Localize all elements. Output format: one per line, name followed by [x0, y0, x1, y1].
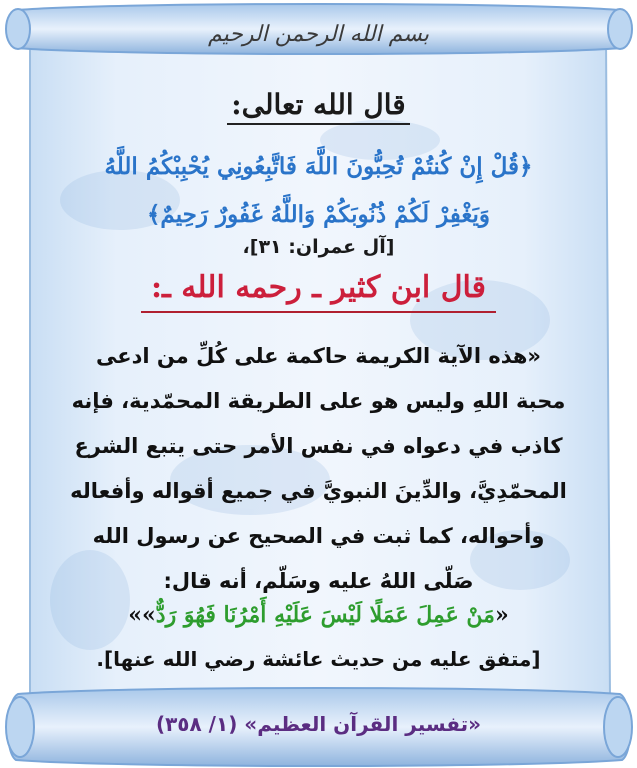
ibn-kathir-quote	[58, 334, 579, 604]
hadith-text	[40, 602, 597, 628]
hadith-body: مَنْ عَمِلَ عَمَلًا لَيْسَ عَلَيْهِ أَمْرُنَا فَهُوَ رَدٌّ	[155, 602, 495, 628]
allah-says-heading	[40, 88, 597, 121]
book-source: «تفسير القرآن العظيم» (١/ ٣٥٨)	[155, 712, 482, 736]
allah-says-text: قال الله تعالى:	[227, 88, 409, 125]
verse-reference: [آل عمران: ٣١]،	[242, 236, 395, 258]
hadith-reference: [متفق عليه من حديث عائشة رضي الله عنها].	[96, 647, 541, 671]
ibn-kathir-heading-text: قال ابن كثير ـ رحمه الله ـ:	[141, 270, 496, 313]
quote-line: كاذب في دعواه في نفس الأمر حتى يتبع الشرع	[74, 434, 563, 458]
scroll-content	[40, 0, 597, 768]
hadith-open-quote: «	[494, 602, 509, 628]
quote-line: المحمّدِيَّ، والدِّينَ النبويَّ في جميع أقواله وأفعاله	[70, 479, 567, 503]
bismillah-calligraphy: بسم الله الرحمن الرحيم	[207, 22, 430, 47]
quote-line: «هذه الآية الكريمة حاكمة على كُلِّ من ادعى	[96, 344, 541, 368]
verse-line-1: ﴿قُلْ إِنْ كُنتُمْ تُحِبُّونَ اللَّهَ فَاتَّبِعُونِي يُحْبِبْكُمُ اللَّهُ	[104, 153, 533, 180]
verse-line-2: وَيَغْفِرْ لَكُمْ ذُنُوبَكُمْ وَاللَّهُ غَفُورٌ رَحِيمٌ﴾	[146, 201, 491, 228]
ibn-kathir-heading	[40, 270, 597, 305]
quran-verse	[50, 143, 587, 239]
quote-line: صَلّى اللهُ عليه وسَلّم، أنه قال:	[163, 569, 474, 593]
hadith-close-quote: »»	[128, 602, 156, 628]
quote-line: وأحواله، كما ثبت في الصحيح عن رسول الله	[92, 524, 545, 548]
quote-line: محبة اللهِ وليس هو على الطريقة المحمّدية، فإنه	[71, 389, 566, 413]
